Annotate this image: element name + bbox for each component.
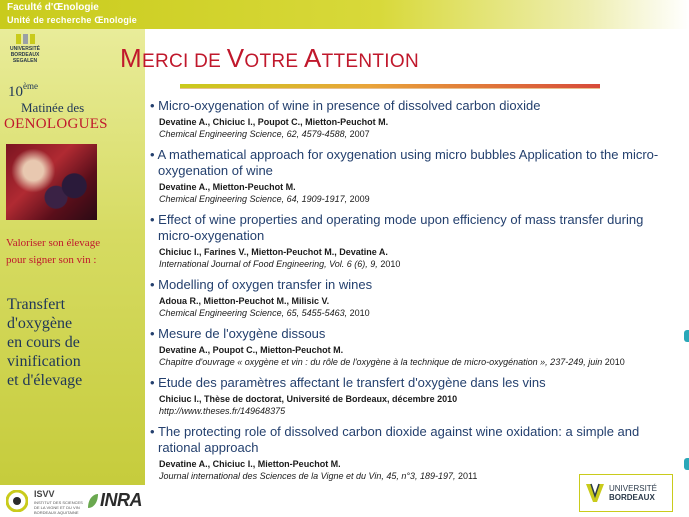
reference-item: [150, 98, 680, 140]
reference-title: • The protecting role of dissolved carbon dioxide against wine oxidation: a simple and rational approach: [150, 424, 680, 456]
university-logo: [5, 34, 45, 64]
faculty-name: Faculté d'Œnologie: [7, 2, 99, 13]
wine-grapes-image: [6, 144, 97, 220]
university-line-1: UNIVERSITÉ: [609, 484, 658, 493]
reference-title: • Mesure de l'oxygène dissous: [150, 326, 680, 342]
reference-title: • Etude des paramètres affectant le transfert d'oxygène dans les vins: [150, 375, 680, 391]
isvv-logo-icon: [6, 490, 28, 512]
title-initial: V: [226, 43, 245, 73]
edition-suffix: ème: [23, 81, 38, 91]
journal-name: Chemical Engineering Science, 64, 1909-1917,: [159, 194, 348, 204]
tagline-line-2: pour signer son vin :: [6, 254, 97, 266]
journal-name: Chemical Engineering Science, 62, 4579-4588,: [159, 129, 348, 139]
title-initial: A: [303, 43, 322, 73]
journal-name: Chapitre d'ouvrage « oxygène et vin : du rôle de l'oxygène à la technique de micro-oxygénation », 237-249, juin: [159, 357, 603, 367]
theme-title: [7, 295, 82, 390]
title-word: TTENTION: [321, 51, 419, 72]
research-unit-name: Unité de recherche Œnologie: [7, 15, 137, 25]
tagline-line-1: Valoriser son élevage: [6, 237, 101, 249]
journal-year: 2009: [347, 194, 370, 204]
reference-title: • A mathematical approach for oxygenation using micro bubbles Application to the micro-oxygenation of wine: [150, 147, 680, 179]
reference-item: [150, 277, 680, 319]
theme-line: et d'élevage: [7, 372, 83, 389]
theme-line: Transfert: [7, 296, 66, 313]
reference-authors: Devatine A., Mietton-Peuchot M.: [159, 182, 296, 192]
journal-year: 2010: [602, 357, 625, 367]
title-word: ERCI DE: [141, 51, 227, 72]
university-line-2: BORDEAUX: [609, 493, 655, 502]
reference-list: [150, 98, 680, 489]
university-bordeaux-logo: [579, 474, 673, 512]
reference-authors: Chiciuc I., Thèse de doctorat, Université de Bordeaux, décembre 2010: [159, 394, 458, 404]
reference-title: • Micro-oxygenation of wine in presence of dissolved carbon dioxide: [150, 98, 680, 114]
journal-name: Journal international des Sciences de la Vigne et du Vin, 45, n°3, 189-197,: [159, 471, 456, 481]
reference-authors: Devatine A., Chiciuc I., Poupot C., Mietton-Peuchot M.: [159, 117, 389, 127]
edge-marker: [684, 458, 689, 470]
title-word: OTRE: [244, 51, 304, 72]
edition-label: [8, 81, 38, 101]
journal-year: 2010: [347, 308, 370, 318]
logo-line-2: BORDEAUX: [10, 52, 40, 58]
journal-year: 2011: [455, 471, 478, 481]
theme-line: en cours de: [7, 334, 80, 351]
header-bar: [0, 0, 689, 29]
title-initial: M: [120, 43, 142, 73]
edge-marker: [684, 330, 689, 342]
journal-year: 2010: [377, 259, 401, 269]
journal-year: 2007: [347, 129, 370, 139]
reference-journal: [159, 193, 680, 205]
logo-line-3: SEGALEN: [12, 58, 38, 64]
reference-journal: [159, 356, 680, 368]
reference-authors: Devatine A., Poupot C., Mietton-Peuchot M.: [159, 345, 344, 355]
isvv-name: ISVV: [34, 489, 55, 499]
reference-item: [150, 212, 680, 270]
inra-name: INRA: [100, 490, 142, 510]
edition-number: 10: [8, 84, 23, 100]
tagline: [6, 235, 100, 269]
reference-item: [150, 375, 680, 417]
reference-authors: Devatine A., Chiciuc I., Mietton-Peuchot M.: [159, 459, 341, 469]
reference-authors: Chiciuc I., Farines V., Mietton-Peuchot M., Devatine A.: [159, 247, 388, 257]
sidebar: [0, 29, 145, 485]
reference-journal: [159, 128, 680, 140]
university-logo-icon: [5, 34, 45, 44]
isvv-subtitle: INSTITUT DES SCIENCES DE LA VIGNE ET DU VIN BORDEAUX AQUITAINE: [34, 500, 83, 515]
journal-name: International Journal of Food Engineering, Vol. 6 (6), 9,: [159, 259, 378, 269]
title-underline-shadow: [180, 88, 600, 89]
oenologues-label: OENOLOGUES: [4, 116, 108, 132]
journal-name: Chemical Engineering Science, 65, 5455-5463,: [159, 308, 348, 318]
university-mark-icon: [585, 482, 605, 504]
slide-title: [120, 43, 419, 74]
inra-leaf-icon: [86, 492, 100, 510]
reference-journal: [159, 405, 680, 417]
reference-item: [150, 147, 680, 205]
matinee-label: Matinée des: [21, 100, 85, 115]
reference-authors: Adoua R., Mietton-Peuchot M., Milisic V.: [159, 296, 330, 306]
reference-title: • Modelling of oxygen transfer in wines: [150, 277, 680, 293]
reference-item: [150, 326, 680, 368]
theme-line: vinification: [7, 353, 81, 370]
reference-journal: [159, 307, 680, 319]
partner-logos: [0, 485, 145, 517]
logo-line-1: UNIVERSITÉ: [9, 46, 40, 52]
reference-journal: [159, 258, 680, 270]
journal-name: http://www.theses.fr/149648375: [159, 406, 286, 416]
theme-line: d'oxygène: [7, 315, 73, 332]
reference-title: • Effect of wine properties and operating mode upon efficiency of mass transfer during micro-oxygenation: [150, 212, 680, 244]
